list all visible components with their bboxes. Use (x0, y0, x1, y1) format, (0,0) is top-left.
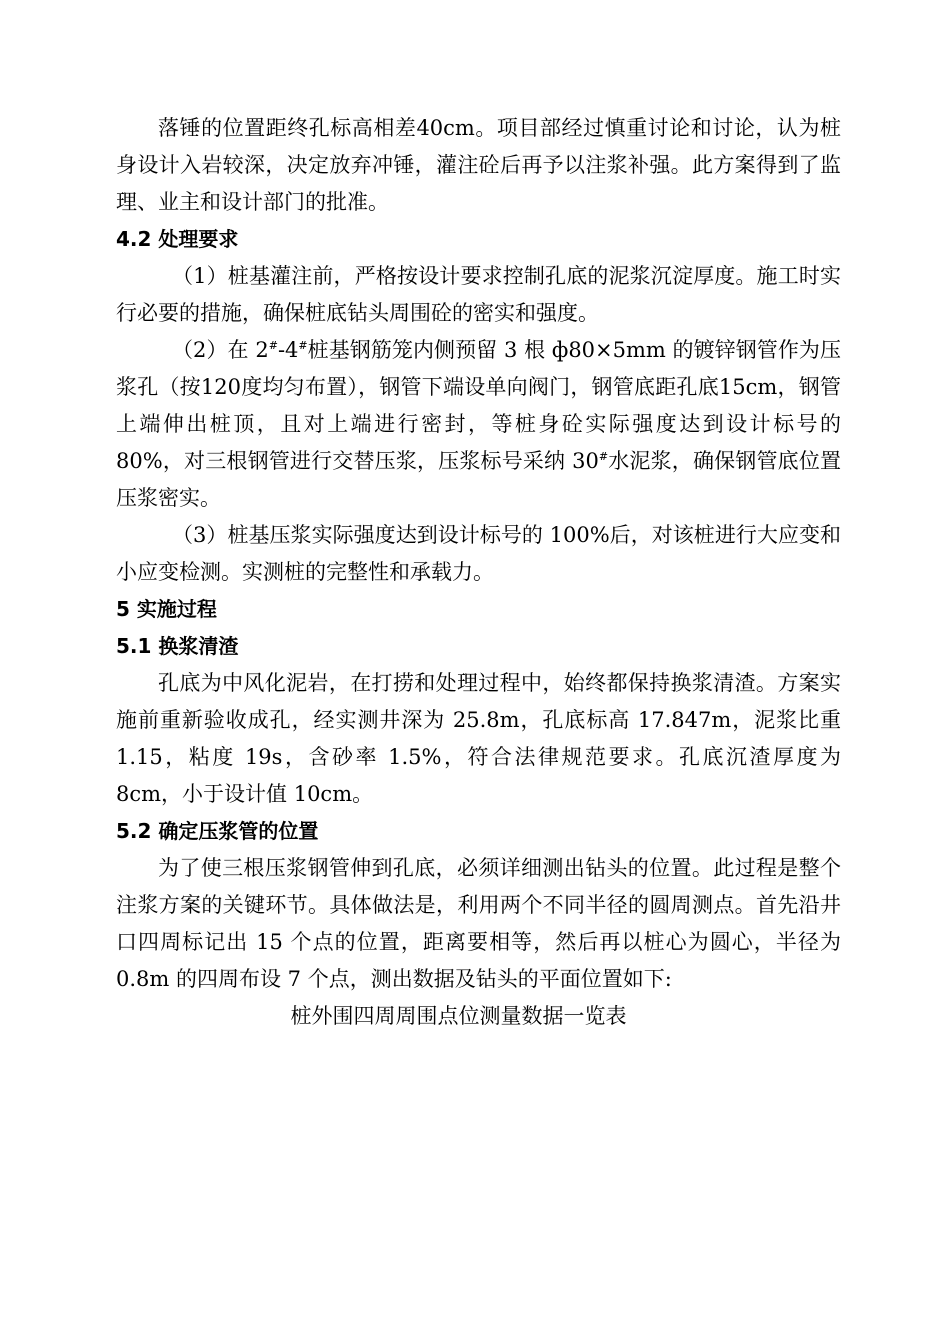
req2-part-b: -4 (277, 338, 299, 362)
document-page (116, 110, 841, 1035)
heading-5-1: 5.1 换浆清渣 (116, 634, 239, 658)
req2-part-c: 桩基钢筋笼内侧预留 3 根 ф80×5mm 的镀锌钢管作为压浆孔（按120度均匀布置），钢管下端设单向阀门，钢管底距孔底15cm，钢管上端伸出桩顶，且对上端进行密封，等桩身砼实际强度达到设计标号的 80%，对三根钢管进行交替压浆，压浆标号采纳 30 (116, 338, 841, 473)
heading-4-2: 4.2 处理要求 (116, 227, 239, 251)
paragraph-requirement-2 (116, 332, 841, 517)
paragraph-5-1: 孔底为中风化泥岩，在打捞和处理过程中，始终都保持换浆清渣。方案实施前重新验收成孔，经实测井深为 25.8m，孔底标高 17.847m，泥浆比重 1.15，粘度 19s，含砂率 1.5%，符合法律规范要求。孔底沉渣厚度为 8cm，小于设计值 10cm。 (116, 671, 841, 806)
req2-part-d: 水泥浆，确保钢管底位置压浆密实。 (116, 449, 842, 510)
paragraph-requirement-3: （3）桩基压浆实际强度达到设计标号的 100%后，对该桩进行大应变和小应变检测。实测桩的完整性和承载力。 (116, 523, 841, 584)
superscript-mark: # (598, 450, 609, 463)
heading-5: 5 实施过程 (116, 597, 217, 621)
superscript-mark: # (268, 339, 278, 352)
paragraph-intro: 落锤的位置距终孔标高相差40cm。项目部经过慎重讨论和讨论，认为桩身设计入岩较深，决定放弃冲锤，灌注砼后再予以注浆补强。此方案得到了监理、业主和设计部门的批准。 (116, 116, 841, 214)
table-caption: 桩外围四周周围点位测量数据一览表 (290, 1004, 627, 1028)
req2-part-a: （2）在 2 (172, 338, 269, 362)
heading-5-2: 5.2 确定压浆管的位置 (116, 819, 319, 843)
paragraph-requirement-1: （1）桩基灌注前，严格按设计要求控制孔底的泥浆沉淀厚度。施工时实行必要的措施，确保桩底钻头周围砼的密实和强度。 (116, 264, 841, 325)
superscript-mark: # (298, 339, 308, 352)
paragraph-5-2: 为了使三根压浆钢管伸到孔底，必须详细测出钻头的位置。此过程是整个注浆方案的关键环节。具体做法是，利用两个不同半径的圆周测点。首先沿井口四周标记出 15 个点的位置，距离要相等，然后再以桩心为圆心，半径为 0.8m 的四周布设 7 个点，测出数据及钻头的平面位置如下: (116, 856, 841, 991)
